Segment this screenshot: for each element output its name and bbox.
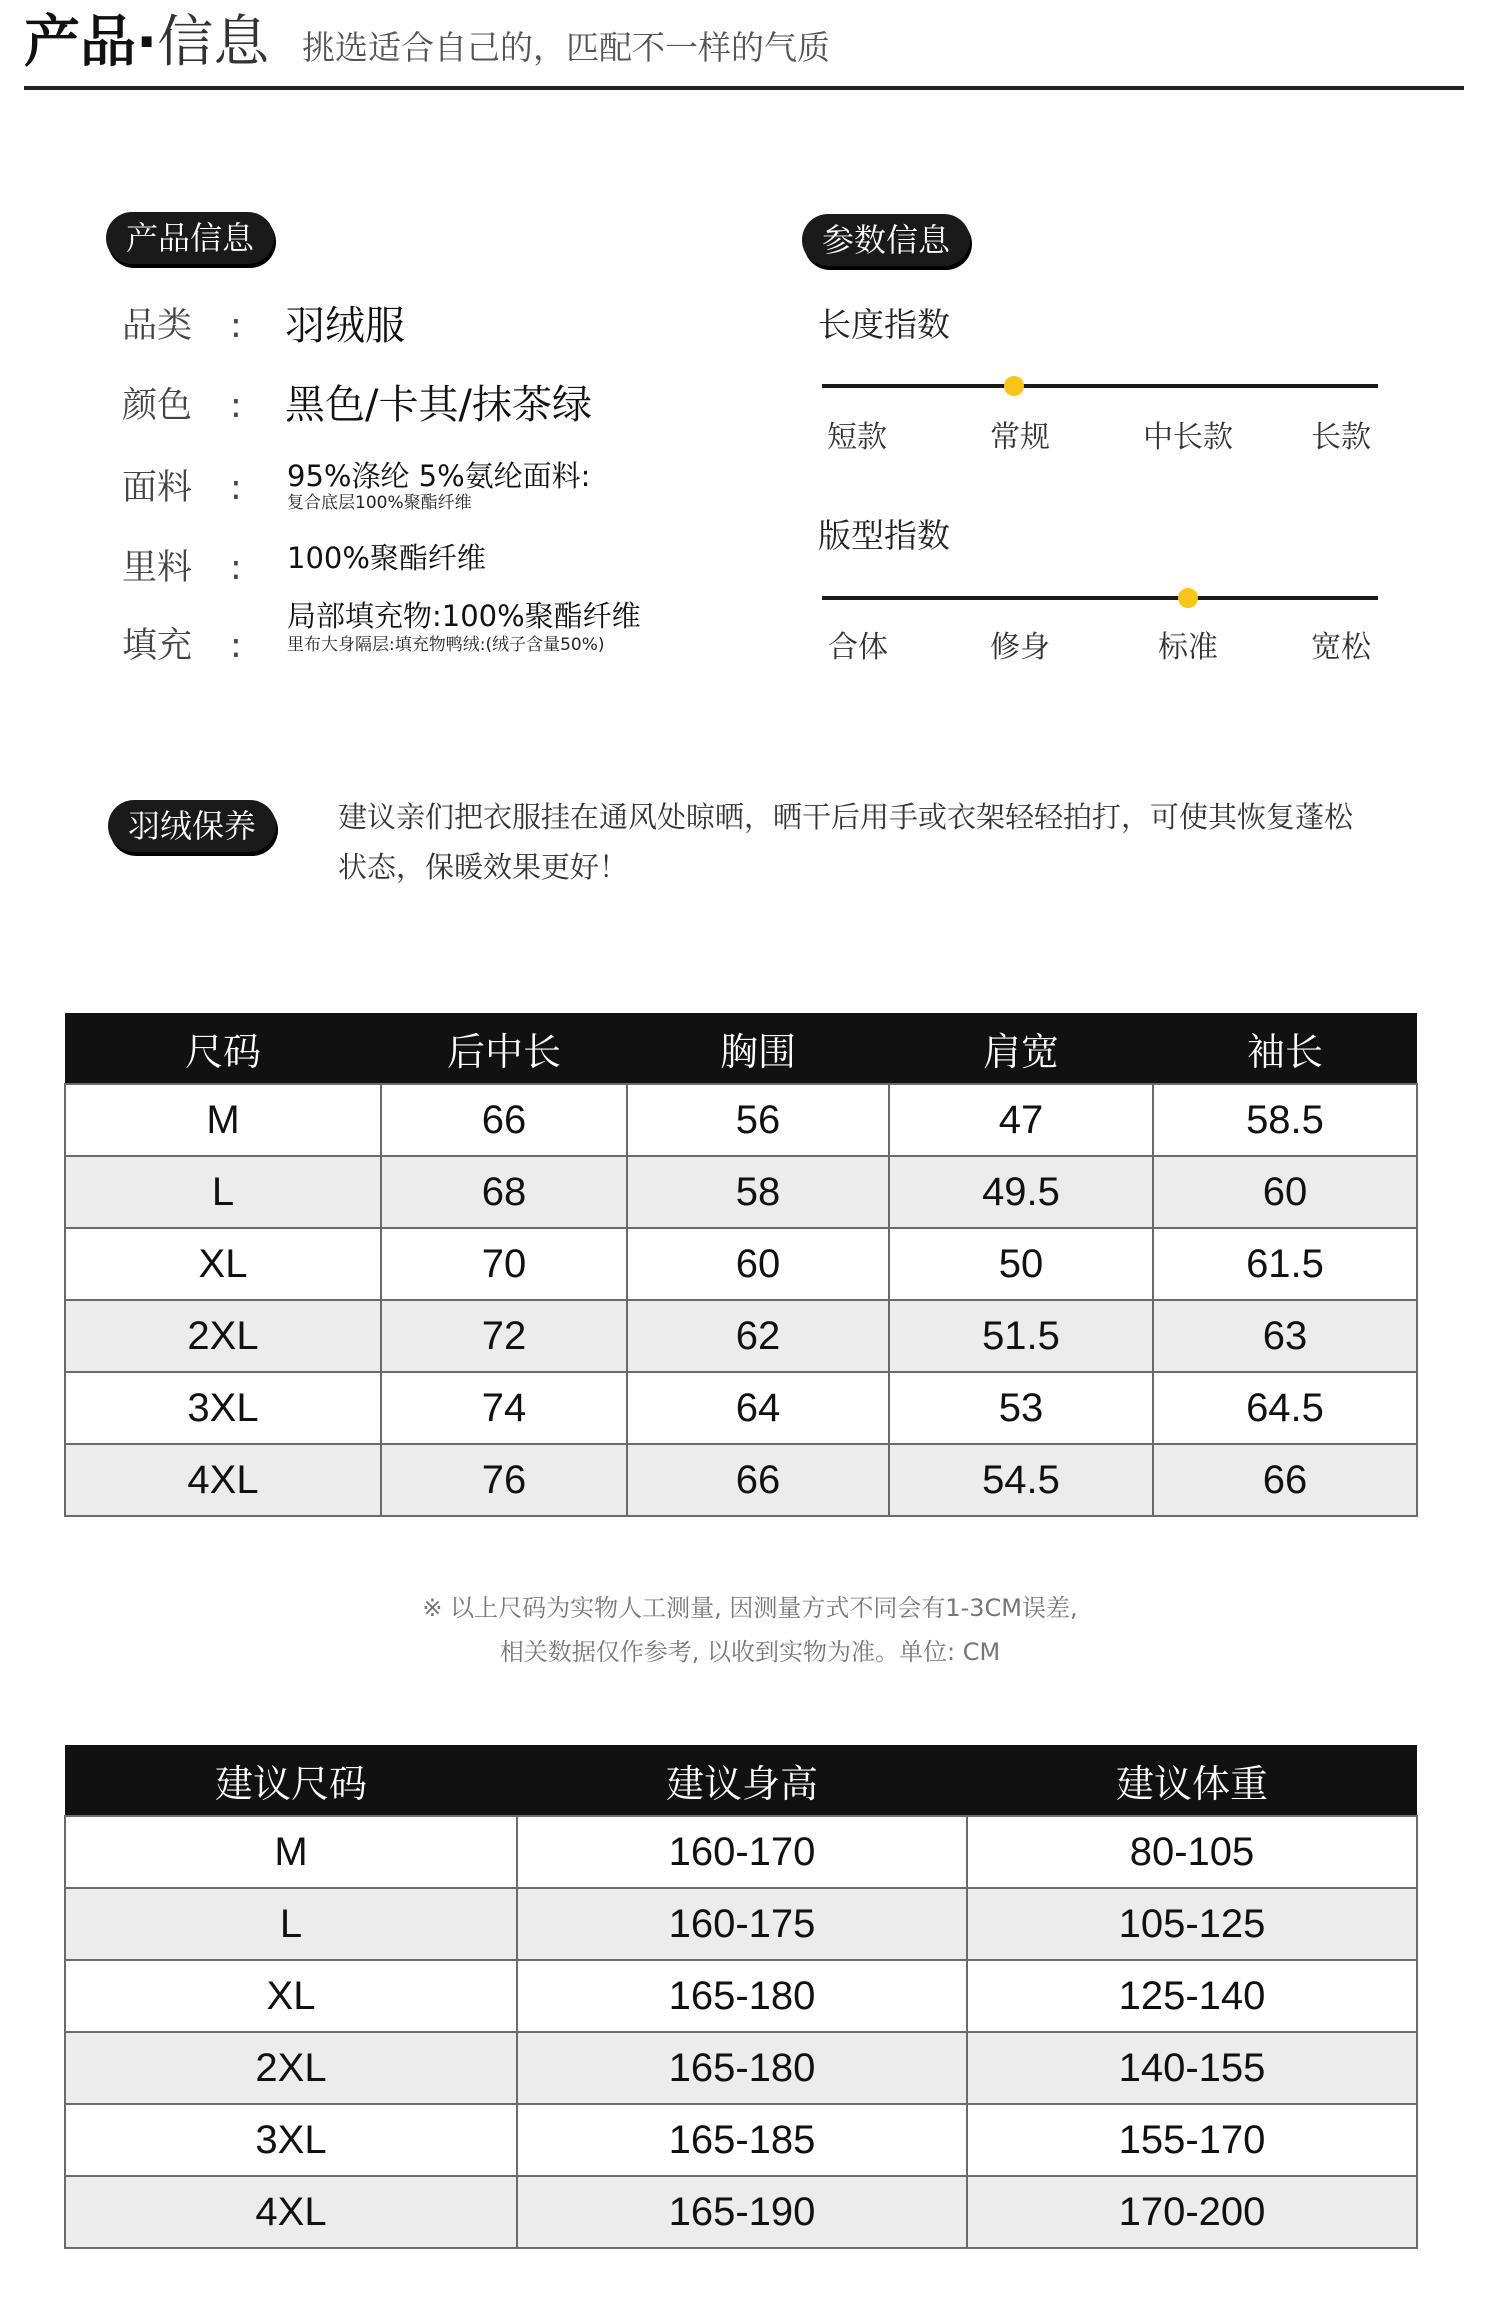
- length-scale-line: [822, 384, 1378, 388]
- measurement-note-line: 相关数据仅作参考, 以收到实物为准。单位: CM: [499, 1638, 1001, 1666]
- size-table-header-cell: 后中长: [381, 1013, 627, 1084]
- recommend-table-header-cell: 建议身高: [517, 1745, 967, 1816]
- product-info-value: 局部填充物:100%聚酯纤维: [287, 599, 641, 633]
- table-cell: 3XL: [65, 1372, 381, 1444]
- table-cell: M: [65, 1084, 381, 1156]
- down-care-line: 建议亲们把衣服挂在通风处晾晒，晒干后用手或衣架轻轻拍打，可使其恢复蓬松: [338, 800, 1354, 834]
- product-info-label: 颜色: [122, 386, 193, 426]
- table-cell: 56: [627, 1084, 889, 1156]
- table-cell: 68: [381, 1156, 627, 1228]
- length-option: 中长款: [1143, 420, 1233, 455]
- down-care-badge: 羽绒保养: [108, 800, 276, 852]
- fit-index-title: 版型指数: [818, 516, 950, 555]
- recommend-size-table: [64, 1745, 1418, 2249]
- table-cell: 54.5: [889, 1444, 1153, 1516]
- table-cell: XL: [65, 1960, 517, 2032]
- page-title: [24, 6, 269, 80]
- fit-option: 宽松: [1311, 630, 1371, 665]
- table-row: [65, 2032, 1417, 2104]
- length-option: 短款: [827, 420, 887, 455]
- product-info-colon: :: [230, 548, 242, 588]
- product-info-label: 品类: [122, 306, 193, 346]
- table-cell: 74: [381, 1372, 627, 1444]
- table-row: [65, 1888, 1417, 1960]
- page-subtitle: 挑选适合自己的，匹配不一样的气质: [302, 28, 830, 67]
- params-info-badge: 参数信息: [802, 214, 970, 266]
- table-cell: 61.5: [1153, 1228, 1417, 1300]
- table-cell: 105-125: [967, 1888, 1417, 1960]
- table-row: [65, 1084, 1417, 1156]
- measurement-note-line: ※ 以上尺码为实物人工测量, 因测量方式不同会有1-3CM误差,: [422, 1594, 1078, 1622]
- table-cell: L: [65, 1156, 381, 1228]
- table-cell: 4XL: [65, 1444, 381, 1516]
- table-cell: 4XL: [65, 2176, 517, 2248]
- down-care-text: [338, 792, 1500, 892]
- table-row: [65, 1960, 1417, 2032]
- table-cell: 76: [381, 1444, 627, 1516]
- size-table: [64, 1013, 1418, 1517]
- table-cell: 58: [627, 1156, 889, 1228]
- table-row: [65, 1300, 1417, 1372]
- table-cell: 60: [627, 1228, 889, 1300]
- size-table-header-cell: 袖长: [1153, 1013, 1417, 1084]
- product-info-value: 95%涤纶 5%氨纶面料:: [287, 459, 591, 493]
- table-cell: XL: [65, 1228, 381, 1300]
- size-table-header-cell: 肩宽: [889, 1013, 1153, 1084]
- table-cell: 58.5: [1153, 1084, 1417, 1156]
- table-cell: 66: [1153, 1444, 1417, 1516]
- product-info-colon: :: [230, 626, 242, 666]
- table-cell: 2XL: [65, 1300, 381, 1372]
- length-index-title: 长度指数: [818, 305, 950, 344]
- product-info-note: 复合底层100%聚酯纤维: [287, 493, 472, 513]
- measurement-note: [0, 1586, 1500, 1674]
- header-divider: [24, 86, 1464, 90]
- table-cell: 165-180: [517, 2032, 967, 2104]
- size-table-header-cell: 胸围: [627, 1013, 889, 1084]
- product-info-badge: 产品信息: [106, 212, 274, 264]
- fit-option: 合体: [828, 630, 888, 665]
- recommend-table-body: [65, 1816, 1417, 2248]
- length-option: 长款: [1311, 420, 1371, 455]
- table-cell: 64.5: [1153, 1372, 1417, 1444]
- table-cell: 60: [1153, 1156, 1417, 1228]
- table-cell: 47: [889, 1084, 1153, 1156]
- table-cell: 53: [889, 1372, 1153, 1444]
- product-info-colon: :: [230, 468, 242, 508]
- table-row: [65, 1228, 1417, 1300]
- table-cell: 62: [627, 1300, 889, 1372]
- size-table-header-cell: 尺码: [65, 1013, 381, 1084]
- table-cell: M: [65, 1816, 517, 1888]
- table-cell: 140-155: [967, 2032, 1417, 2104]
- length-scale-indicator: [1004, 376, 1024, 396]
- fit-option: 标准: [1158, 630, 1218, 665]
- product-info-value: 羽绒服: [285, 303, 405, 349]
- down-care-line: 状态，保暖效果更好！: [338, 850, 629, 884]
- table-cell: 51.5: [889, 1300, 1153, 1372]
- table-cell: 125-140: [967, 1960, 1417, 2032]
- table-cell: 170-200: [967, 2176, 1417, 2248]
- product-info-label: 填充: [122, 626, 193, 666]
- size-table-header: [65, 1013, 1417, 1084]
- table-row: [65, 2176, 1417, 2248]
- product-info-label: 里料: [122, 548, 193, 588]
- product-info-label: 面料: [122, 468, 193, 508]
- table-cell: 50: [889, 1228, 1153, 1300]
- fit-scale-line: [822, 596, 1378, 600]
- table-cell: 49.5: [889, 1156, 1153, 1228]
- table-cell: 80-105: [967, 1816, 1417, 1888]
- table-cell: L: [65, 1888, 517, 1960]
- table-cell: 63: [1153, 1300, 1417, 1372]
- length-option: 常规: [990, 420, 1050, 455]
- table-row: [65, 1372, 1417, 1444]
- product-info-value: 100%聚酯纤维: [287, 541, 486, 575]
- table-row: [65, 1444, 1417, 1516]
- table-cell: 3XL: [65, 2104, 517, 2176]
- recommend-table-header-cell: 建议体重: [967, 1745, 1417, 1816]
- product-info-colon: :: [230, 306, 242, 346]
- table-cell: 72: [381, 1300, 627, 1372]
- table-cell: 155-170: [967, 2104, 1417, 2176]
- page-title-bold: 产品: [24, 10, 136, 75]
- page-title-dot: ·: [136, 10, 158, 75]
- page-title-light: 信息: [157, 10, 270, 75]
- table-row: [65, 2104, 1417, 2176]
- fit-option: 修身: [990, 630, 1050, 665]
- table-cell: 2XL: [65, 2032, 517, 2104]
- table-cell: 66: [381, 1084, 627, 1156]
- table-cell: 66: [627, 1444, 889, 1516]
- table-cell: 165-180: [517, 1960, 967, 2032]
- table-cell: 165-190: [517, 2176, 967, 2248]
- table-cell: 160-175: [517, 1888, 967, 1960]
- size-table-body: [65, 1084, 1417, 1516]
- table-cell: 165-185: [517, 2104, 967, 2176]
- recommend-table-header: [65, 1745, 1417, 1816]
- product-info-colon: :: [230, 386, 242, 426]
- table-cell: 64: [627, 1372, 889, 1444]
- product-info-note: 里布大身隔层:填充物鸭绒:(绒子含量50%): [287, 635, 605, 655]
- table-row: [65, 1156, 1417, 1228]
- table-cell: 70: [381, 1228, 627, 1300]
- recommend-table-header-cell: 建议尺码: [65, 1745, 517, 1816]
- table-cell: 160-170: [517, 1816, 967, 1888]
- product-info-value: 黑色/卡其/抹茶绿: [285, 382, 592, 428]
- table-row: [65, 1816, 1417, 1888]
- fit-scale-indicator: [1178, 588, 1198, 608]
